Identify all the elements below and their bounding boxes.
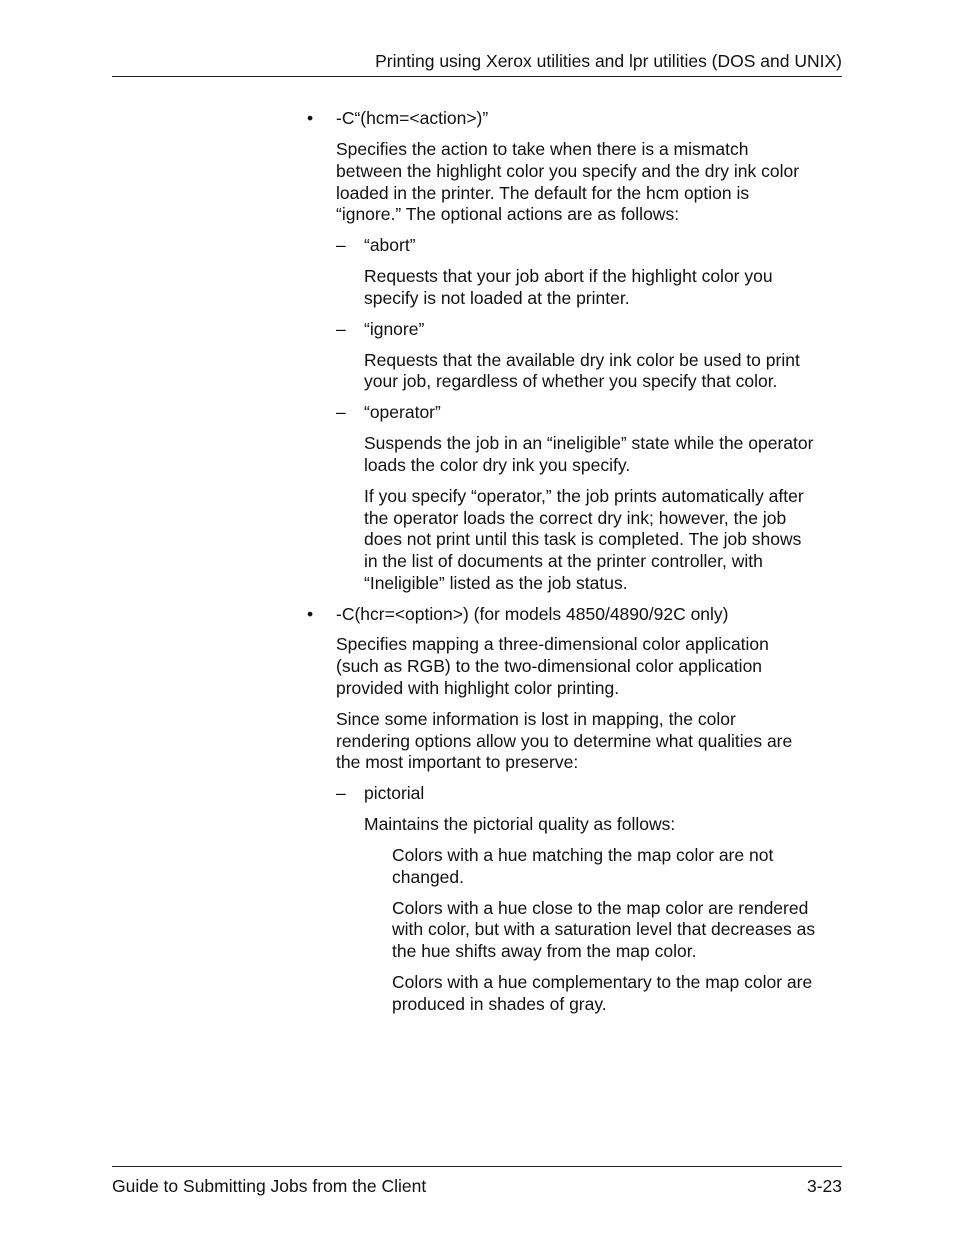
header-title: Printing using Xerox utilities and lpr utilities (DOS and UNIX) bbox=[375, 51, 842, 71]
operator-note-line: If you specify “operator,” the job prints automatically after bbox=[364, 486, 804, 506]
hcr-note-line: the most important to preserve: bbox=[336, 752, 579, 772]
pictorial-item-line: with color, but with a saturation level that decreases as bbox=[392, 919, 816, 939]
hcm-desc-line: between the highlight color you specify and the dry ink color bbox=[336, 161, 800, 181]
ignore-desc-line: your job, regardless of whether you specify that color. bbox=[364, 371, 778, 391]
pictorial-desc: Maintains the pictorial quality as follows: bbox=[364, 814, 676, 834]
operator-desc-line: loads the color dry ink you specify. bbox=[364, 455, 631, 475]
footer-title: Guide to Submitting Jobs from the Client bbox=[112, 1176, 427, 1196]
abort-label: “abort” bbox=[364, 235, 416, 255]
abort-desc-line: specify is not loaded at the printer. bbox=[364, 288, 630, 308]
bullet-marker: • bbox=[307, 604, 314, 624]
operator-note-line: does not print until this task is completed. The job shows bbox=[364, 529, 802, 549]
header-rule bbox=[112, 76, 842, 77]
hcr-desc-line: Specifies mapping a three-dimensional color application bbox=[336, 634, 769, 654]
operator-label: “operator” bbox=[364, 402, 441, 422]
operator-note-line: the operator loads the correct dry ink; however, the job bbox=[364, 508, 787, 528]
pictorial-item-line: the hue shifts away from the map color. bbox=[392, 941, 697, 961]
hcr-note-line: Since some information is lost in mapping, the color bbox=[336, 709, 736, 729]
hcm-desc-line: “ignore.” The optional actions are as follows: bbox=[336, 204, 680, 224]
operator-desc-line: Suspends the job in an “ineligible” state while the operator bbox=[364, 433, 814, 453]
bullet-marker: • bbox=[307, 108, 314, 128]
operator-note-line: in the list of documents at the printer controller, with bbox=[364, 551, 763, 571]
hcr-heading: -C(hcr=<option>) (for models 4850/4890/92C only) bbox=[336, 604, 729, 624]
dash-marker: – bbox=[336, 235, 346, 255]
dash-marker: – bbox=[336, 783, 346, 803]
hcr-note-line: rendering options allow you to determine what qualities are bbox=[336, 731, 793, 751]
hcm-desc-line: Specifies the action to take when there is a mismatch bbox=[336, 139, 749, 159]
hcm-heading: -C“(hcm=<action>)” bbox=[336, 108, 489, 128]
pictorial-label: pictorial bbox=[364, 783, 425, 803]
ignore-desc-line: Requests that the available dry ink color be used to print bbox=[364, 350, 800, 370]
ignore-label: “ignore” bbox=[364, 319, 425, 339]
pictorial-item-line: changed. bbox=[392, 867, 465, 887]
hcr-desc-line: (such as RGB) to the two-dimensional color application bbox=[336, 656, 763, 676]
dash-marker: – bbox=[336, 319, 346, 339]
pictorial-item-line: produced in shades of gray. bbox=[392, 994, 607, 1014]
operator-note-line: “Ineligible” listed as the job status. bbox=[364, 573, 628, 593]
pictorial-item-line: Colors with a hue close to the map color are rendered bbox=[392, 898, 809, 918]
dash-marker: – bbox=[336, 402, 346, 422]
hcr-desc-line: provided with highlight color printing. bbox=[336, 678, 620, 698]
pictorial-item-line: Colors with a hue complementary to the map color are bbox=[392, 972, 813, 992]
abort-desc-line: Requests that your job abort if the highlight color you bbox=[364, 266, 773, 286]
pictorial-item-line: Colors with a hue matching the map color are not bbox=[392, 845, 774, 865]
hcm-desc-line: loaded in the printer. The default for the hcm option is bbox=[336, 183, 750, 203]
page-number: 3-23 bbox=[806, 1176, 842, 1196]
footer-rule bbox=[112, 1166, 842, 1167]
